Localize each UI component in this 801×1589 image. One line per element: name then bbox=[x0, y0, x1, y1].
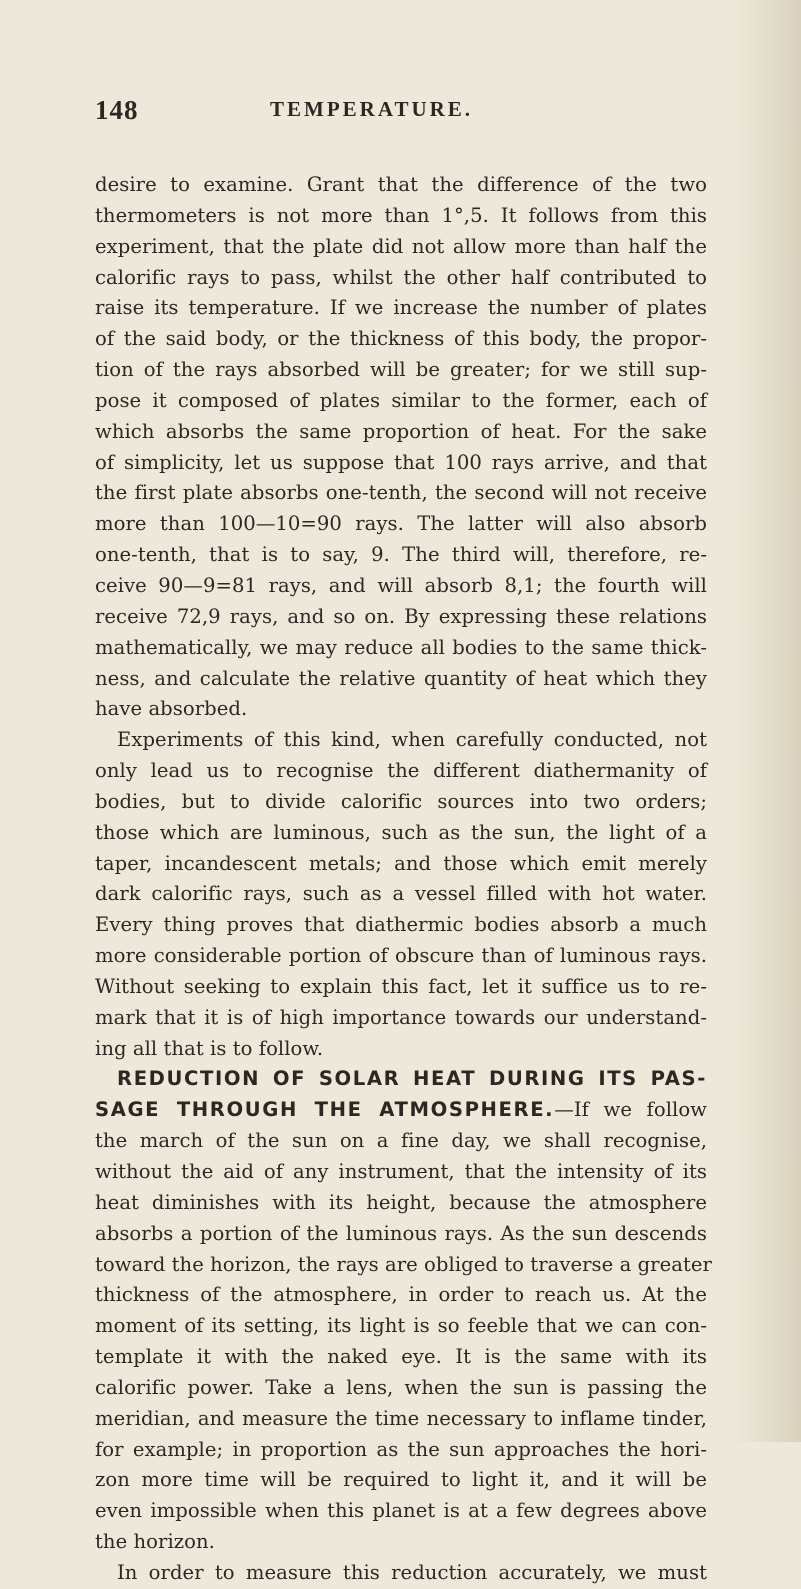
text-line: have absorbed. bbox=[95, 697, 248, 721]
text-line: raise its temperature. If we increase the number of plates bbox=[95, 296, 707, 320]
text-line: dark calorific rays, such as a vessel filled with hot water. bbox=[95, 882, 707, 906]
text-line: without the aid of any instrument, that the intensity of its bbox=[95, 1160, 707, 1183]
text-line: meridian, and measure the time necessary to inflame tinder, bbox=[95, 1406, 707, 1430]
text-line: of simplicity, let us suppose that 100 rays arrive, and that bbox=[95, 450, 707, 474]
text-line: heat diminishes with its height, because the atmosphere bbox=[95, 1190, 707, 1214]
text-line: mark that it is of high importance towards our understand- bbox=[95, 1005, 707, 1029]
text-line: template it with the naked eye. It is the same with its bbox=[95, 1345, 707, 1369]
text-line: more considerable portion of obscure than of luminous rays. bbox=[95, 944, 707, 968]
text-line: receive 72,9 rays, and so on. By expressing these relations bbox=[95, 604, 707, 628]
text-line: only lead us to recognise the different diathermanity of bbox=[95, 759, 707, 783]
page-edge-shadow bbox=[731, 0, 801, 1442]
page-number: 148 bbox=[95, 95, 139, 125]
text-line: ceive 90—9=81 rays, and will absorb 8,1; the fourth will bbox=[95, 573, 707, 597]
text-line: toward the horizon, the rays are obliged to traverse a greater bbox=[95, 1252, 712, 1276]
text-line: mathematically, we may reduce all bodies to the same thick- bbox=[95, 635, 707, 659]
text-line: bodies, but to divide calorific sources into two orders; bbox=[95, 789, 707, 813]
text-line: taper, incandescent metals; and those which emit merely bbox=[95, 851, 707, 875]
page-header bbox=[95, 95, 615, 135]
text-line: thermometers is not more than 1°,5. It follows from this bbox=[95, 203, 707, 227]
text-line: the first plate absorbs one-tenth, the second will not receive bbox=[95, 481, 707, 505]
text-line: thickness of the atmosphere, in order to reach us. At the bbox=[95, 1283, 707, 1307]
text-line: absorbs a portion of the luminous rays. As the sun descends bbox=[95, 1221, 707, 1245]
text-line: which absorbs the same proportion of heat. For the sake bbox=[95, 419, 707, 443]
text-line: zon more time will be required to light it, and it will be bbox=[95, 1468, 707, 1492]
text-run: —If we follow bbox=[554, 1098, 707, 1122]
body-text bbox=[95, 170, 712, 1589]
text-line: one-tenth, that is to say, 9. The third will, therefore, re- bbox=[95, 543, 707, 567]
text-line: the march of the sun on a fine day, we shall recognise, bbox=[95, 1129, 707, 1153]
text-line: even impossible when this planet is at a few degrees above bbox=[95, 1499, 707, 1523]
text-line: moment of its setting, its light is so feeble that we can con- bbox=[95, 1314, 707, 1338]
text-line: In order to measure this reduction accurately, we must bbox=[117, 1560, 707, 1584]
text-line: pose it composed of plates similar to the former, each of bbox=[95, 388, 707, 412]
section-heading-tail: SAGE THROUGH THE ATMOSPHERE. bbox=[95, 1098, 555, 1122]
section-heading: REDUCTION OF SOLAR HEAT DURING ITS PAS- bbox=[117, 1067, 707, 1091]
running-head: TEMPERATURE. bbox=[270, 97, 474, 121]
text-line: calorific power. Take a lens, when the sun is passing the bbox=[95, 1375, 707, 1399]
text-line: experiment, that the plate did not allow more than half the bbox=[95, 234, 707, 258]
text-line: the horizon. bbox=[95, 1530, 215, 1554]
text-line: desire to examine. Grant that the difference of the two bbox=[95, 173, 707, 196]
section-heading-continued bbox=[95, 1095, 707, 1126]
text-line: for example; in proportion as the sun approaches the hori- bbox=[95, 1437, 707, 1461]
text-line: Experiments of this kind, when carefully conducted, not bbox=[117, 728, 707, 752]
text-line: those which are luminous, such as the sun, the light of a bbox=[95, 820, 707, 844]
text-line: tion of the rays absorbed will be greater; for we still sup- bbox=[95, 358, 707, 382]
text-line: calorific rays to pass, whilst the other half contributed to bbox=[95, 265, 707, 289]
text-line: of the said body, or the thickness of this body, the propor- bbox=[95, 327, 707, 351]
text-line: Every thing proves that diathermic bodies absorb a much bbox=[95, 913, 707, 937]
text-line: ness, and calculate the relative quantity of heat which they bbox=[95, 666, 707, 690]
text-line: Without seeking to explain this fact, let it suffice us to re- bbox=[95, 974, 707, 998]
text-line: more than 100—10=90 rays. The latter will also absorb bbox=[95, 512, 707, 536]
text-line: ing all that is to follow. bbox=[95, 1036, 324, 1060]
